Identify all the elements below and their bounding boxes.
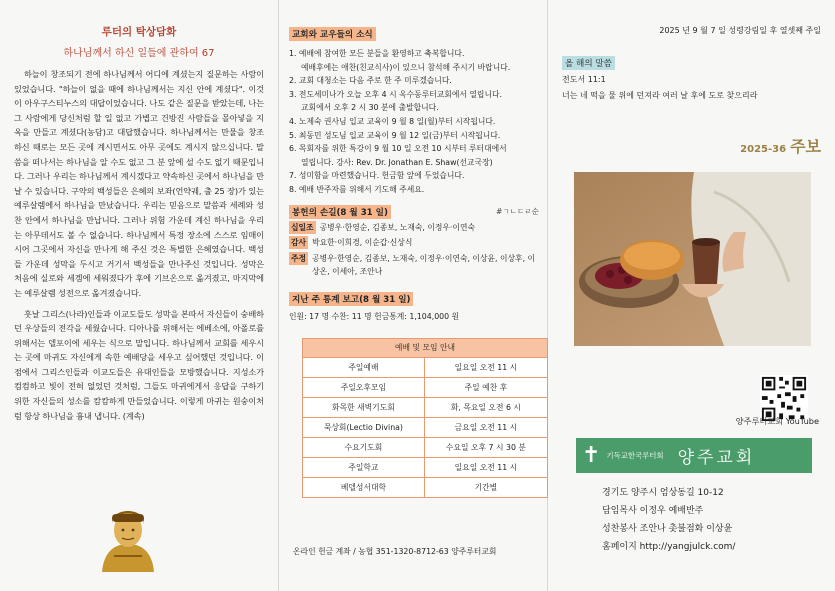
cross-icon: ✝ xyxy=(582,442,601,468)
table-row: 주일예배 일요일 오전 11 시 xyxy=(303,357,548,377)
table-row: 베델성서대학 기간별 xyxy=(303,477,548,497)
table-row: 화목한 새벽기도회 화, 목요일 오전 6 시 xyxy=(303,397,548,417)
table-talk-subtitle: 하나님께서 하신 일들에 관하여 67 xyxy=(63,48,215,59)
middle-panel xyxy=(279,0,547,591)
table-row: 수요기도회 수요일 오후 7 시 30 분 xyxy=(303,437,548,457)
denomination-name: 기독교한국루터회 xyxy=(606,451,664,460)
verse-heading: 올 해의 말씀 xyxy=(562,56,615,70)
homepage-link[interactable]: 홈페이지 http://yangjulck.com/ xyxy=(602,542,736,552)
church-address: 경기도 양주시 엄상동길 10-12 xyxy=(602,488,724,498)
news-item: 2. 교회 대청소는 다음 주로 한 주 미루겠습니다. xyxy=(289,76,452,86)
news-item: 8. 예배 반주자를 위해서 기도해 주세요. xyxy=(289,184,425,194)
news-item: 7. 성미함을 마련했습니다. 헌금함 앞에 두었습니다. xyxy=(289,171,465,181)
article-body xyxy=(14,67,264,423)
luther-portrait-image xyxy=(92,500,164,572)
table-row: 주일학교 일요일 오전 11 시 xyxy=(303,457,548,477)
news-item: 1. 예배에 참여한 모든 분들을 환영하고 축복합니다. 예배후에는 애찬(친교식사)이 있으니 참석해 주시기 바랍니다. xyxy=(289,49,511,72)
news-item: 4. 노제숙 권사님 입교 교육이 9 월 8 일(월)부터 시작됩니다. xyxy=(289,116,496,126)
stats-text: 인원: 17 명 수찬: 11 명 헌금통계: 1,104,000 원 xyxy=(289,311,460,321)
church-banner xyxy=(576,438,812,473)
servers-line: 성찬봉사 조안나 촛불점화 이상윤 xyxy=(602,524,733,534)
table-talk-title: 루터의 탁상담화 xyxy=(101,26,177,38)
news-item: 5. 최동민 성도님 입교 교육이 9 월 12 일(금)부터 시작됩니다. xyxy=(289,130,501,140)
church-name: 양주교회 xyxy=(677,448,756,468)
verse-text: 너는 네 떡을 물 위에 던져라 여러 날 후에 도로 찾으리라 xyxy=(562,91,758,100)
offering-heading: 봉헌의 손길(8 월 31 일) xyxy=(289,205,391,219)
offering-order-tag: #ㄱㄴㄷㄹ순 xyxy=(495,207,539,217)
offering-row: 십일조 공병우·한영순, 김종보, 노재숙, 이정우·이연숙 xyxy=(291,222,476,232)
offering-section xyxy=(289,205,539,279)
verse-reference: 전도서 11:1 xyxy=(562,75,606,84)
right-panel xyxy=(548,0,835,591)
offering-row: 주정 공병우·한영순, 김종보, 노재숙, 이정우·이연숙, 이상윤, 이상후, 이상온, 이세아, 조안나 xyxy=(291,253,536,277)
communion-photo xyxy=(574,172,811,346)
schedule-table xyxy=(302,338,548,498)
bulletin-date: 2025 년 9 월 7 일 성령강림일 후 열셋째 주일 xyxy=(659,26,821,35)
news-heading: 교회와 교우들의 소식 xyxy=(289,27,376,41)
bulletin-title: 주보 xyxy=(790,137,821,156)
news-item: 3. 전도세미나가 오늘 오후 4 시 옥수동루터교회에서 열립니다. 교회에서 오후 2 시 30 분에 출발합니다. xyxy=(289,89,502,113)
schedule-table-header: 예배 및 모임 안내 xyxy=(303,338,548,357)
news-item: 6. 목회자를 위한 특강이 9 월 10 일 오전 10 시부터 루터대에서 열립니다. 강사: Rev. Dr. Jonathan E. Shaw(선교국장) xyxy=(289,144,507,167)
article-paragraph: 하늘이 창조되기 전에 하나님께서 어디에 계셨는지 질문하는 사람이 있었습니다. "하늘이 없을 때에 하나님께서는 지신 안에 계셨다". 이것이 아우구스티누스의 대답이었습니다. 나도 같은 질문을 받았는데, 나는 그 사람에게 당신처럼 할 일 없고 가볍고 건방진 사람들을 몰아넣을 지옥을 만들고 계셨다(농담)고 대답했습니다. 하나님께서는 만물을 창조하신 때로는 모든 곳에 계시면서도 아무 곳에도 계시지 않으십니다. 말씀을 떠나서는 하나님을 알 수도 없고 그 분 앞에 설 수도 없기 때문입니다. 그러나 우리는 하나님께서 계시겠다고 약속하신 곳에서 하나님을 만날 수 있습니다. 구약의 백성들은 은혜의 보좌(언약궤, 출 25 장)가 있는 예루살렘에서 하나님을 만났습니다. 우리는 믿음으로 말씀과 세례와 성찬 안에서 하나님을 만납니다. 그러나 위험 가운데 계신 하나님을 우리는 아무데서도 볼 수 없습니다. 하나님께서 특정 장소에 스스로 임매이시어 그곳에서 자신을 만나게 해 주신 것은 특별한 은혜였습니다. 백성들 가운데 성막을 두시고 거기서 백성들을 만나주신 것입니다. 성막은 처음에 실로와 세겜에 세워졌다가 후에 기브온으로 옮겨졌고, 마지막에는 예루살렘 성전으로 옮겨졌습니다. xyxy=(14,69,264,298)
offering-row: 감사 박요한·이희경, 이순갑·신상식 xyxy=(291,238,413,248)
bulletin-number: 2025-36 xyxy=(740,144,787,155)
stats-heading: 지난 주 통계 보고(8 월 31 일) xyxy=(289,292,413,306)
stats-section xyxy=(289,287,539,322)
article-paragraph: 훗날 그리스(나라)인들과 이교도들도 성막을 본따서 자신들이 숭배하던 우상들의 전각을 세웠습니다. 디아나를 위해서는 에베소에, 아폴로를 위해서는 델포이에 세우는 식으로 말입니다. 하나님께서 교회를 세우시는 곳에 마귀도 자신에게 속한 예배당을 세우고 싶어했던 것입니다. 이 점에서 그리스인들과 이교도들은 유대인들을 모방했습니다. 지성소가 컴컴하고 빛이 전혀 없었던 것처럼, 그들도 마귀에게서 응답을 구하기 위한 자신들의 성소를 캄캄하게 만들었습니다. 이렇게 마귀는 원숭이처럼 항상 하나님을 흉내 냅니다. (계속) xyxy=(14,308,264,421)
pastor-line: 담임목사 이정우 예배반주 xyxy=(602,506,704,516)
table-row: 묵상회(Lectio Divina) 금요일 오전 11 시 xyxy=(303,417,548,437)
left-panel xyxy=(0,0,278,591)
bulletin-title-row xyxy=(562,134,821,157)
news-list xyxy=(289,47,539,197)
table-row: 주일오후모임 주일 예찬 후 xyxy=(303,377,548,397)
offering-account: 온라인 헌금 계좌 / 농협 351-1320-8712-63 양주루터교회 xyxy=(293,547,497,556)
church-info xyxy=(576,484,812,556)
youtube-label: 양주루터교회 YouTube xyxy=(735,416,819,426)
